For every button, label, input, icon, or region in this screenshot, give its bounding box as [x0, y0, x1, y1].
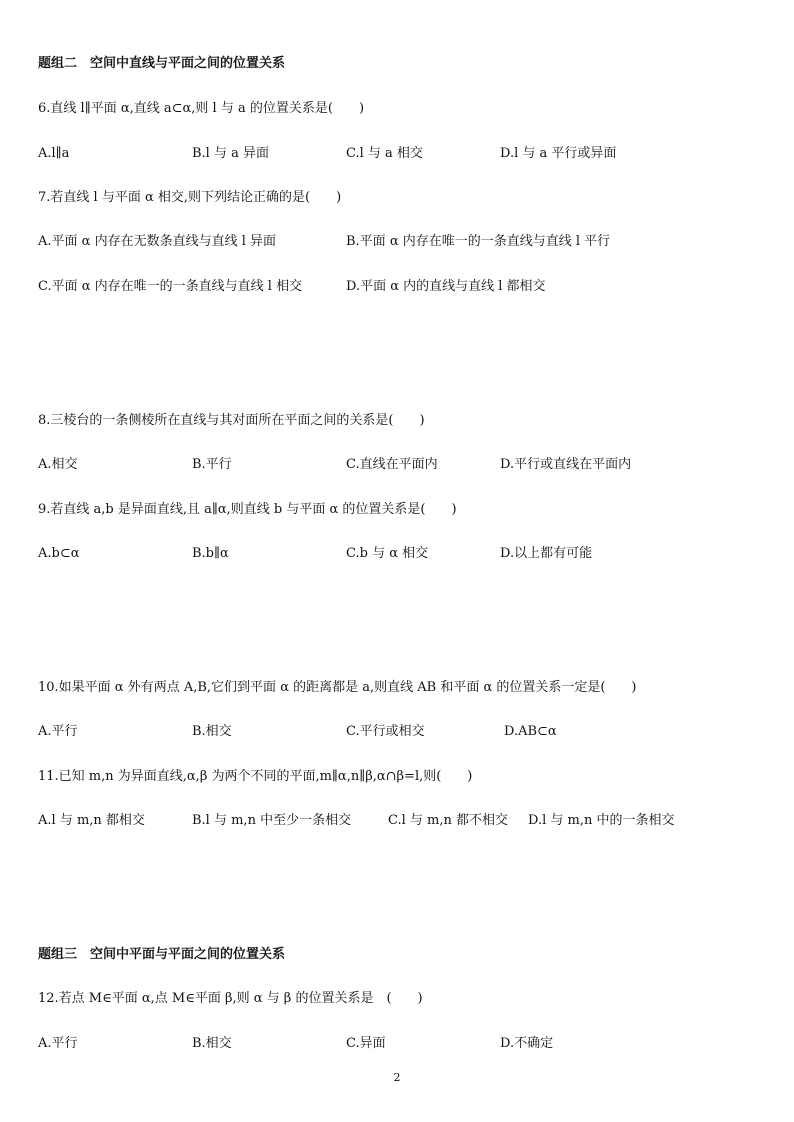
question-11-option-d: D.l 与 m,n 中的一条相交	[528, 813, 675, 828]
page-number: 2	[393, 1071, 401, 1084]
question-12-option-d: D.不确定	[500, 1036, 554, 1051]
question-6-option-c: C.l 与 a 相交	[346, 146, 423, 161]
question-10-option-b: B.相交	[192, 724, 232, 739]
question-9-option-a: A.b⊂α	[38, 546, 80, 561]
question-9-stem: 9.若直线 a,b 是异面直线,且 a∥α,则直线 b 与平面 α 的位置关系是( )	[38, 502, 457, 517]
question-9-option-c: C.b 与 α 相交	[346, 546, 429, 561]
question-6-option-a: A.l∥a	[38, 146, 70, 161]
question-8-option-c: C.直线在平面内	[346, 457, 438, 472]
question-6-option-d: D.l 与 a 平行或异面	[500, 146, 617, 161]
question-10-option-d: D.AB⊂α	[504, 724, 557, 739]
question-7-option-a: A.平面 α 内存在无数条直线与直线 l 异面	[38, 234, 276, 249]
question-8-stem: 8.三棱台的一条侧棱所在直线与其对面所在平面之间的关系是( )	[38, 413, 425, 428]
question-9-option-d: D.以上都有可能	[500, 546, 593, 561]
question-11-option-b: B.l 与 m,n 中至少一条相交	[192, 813, 352, 828]
question-6-stem: 6.直线 l∥平面 α,直线 a⊂α,则 l 与 a 的位置关系是( )	[38, 101, 365, 116]
question-11-stem: 11.已知 m,n 为异面直线,α,β 为两个不同的平面,m∥α,n∥β,α∩β=l,则( )	[38, 769, 473, 784]
question-12-option-c: C.异面	[346, 1036, 386, 1051]
question-7-stem: 7.若直线 l 与平面 α 相交,则下列结论正确的是( )	[38, 190, 342, 205]
question-7-option-d: D.平面 α 内的直线与直线 l 都相交	[346, 279, 546, 294]
question-12-stem: 12.若点 M∈平面 α,点 M∈平面 β,则 α 与 β 的位置关系是 ( )	[38, 991, 423, 1006]
question-6-option-b: B.l 与 a 异面	[192, 146, 269, 161]
question-8-option-b: B.平行	[192, 457, 232, 472]
question-7-option-b: B.平面 α 内存在唯一的一条直线与直线 l 平行	[346, 234, 611, 249]
question-9-option-b: B.b∥α	[192, 546, 229, 561]
question-11-option-a: A.l 与 m,n 都相交	[38, 813, 145, 828]
question-12-option-b: B.相交	[192, 1036, 232, 1051]
question-12-option-a: A.平行	[38, 1036, 78, 1051]
question-7-option-c: C.平面 α 内存在唯一的一条直线与直线 l 相交	[38, 279, 303, 294]
question-8-option-d: D.平行或直线在平面内	[500, 457, 632, 472]
section-title-group3: 题组三 空间中平面与平面之间的位置关系	[38, 947, 286, 962]
section-title-group2: 题组二 空间中直线与平面之间的位置关系	[38, 56, 286, 71]
question-10-option-c: C.平行或相交	[346, 724, 425, 739]
question-8-option-a: A.相交	[38, 457, 78, 472]
question-10-stem: 10.如果平面 α 外有两点 A,B,它们到平面 α 的距离都是 a,则直线 AB 和平面 α 的位置关系一定是( )	[38, 680, 637, 695]
question-10-option-a: A.平行	[38, 724, 78, 739]
question-11-option-c: C.l 与 m,n 都不相交	[388, 813, 509, 828]
